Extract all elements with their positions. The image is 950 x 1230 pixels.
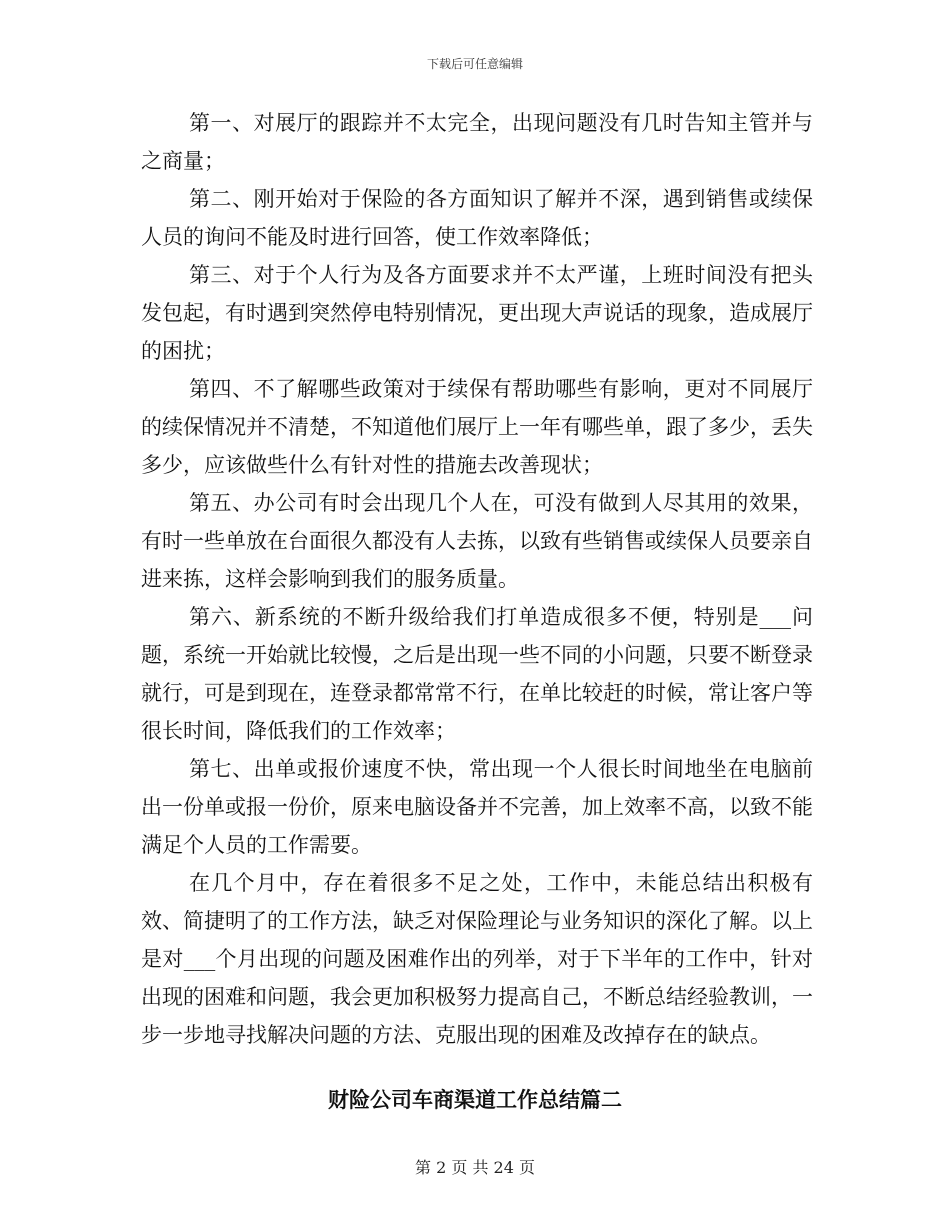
page-footer: 第 2 页 共 24 页 <box>415 1158 535 1177</box>
paragraph-7: 第七、出单或报价速度不快，常出现一个人很长时间地坐在电脑前出一份单或报一份价，原来电脑设备并不完善，加上效率不高，以致不能满足个人员的工作需要。 <box>141 757 813 857</box>
document-body <box>141 104 813 1054</box>
header-note: 下载后可任意编辑 <box>426 57 523 71</box>
section-heading: 财险公司车商渠道工作总结篇二 <box>328 1087 622 1112</box>
paragraph-2: 第二、刚开始对于保险的各方面知识了解并不深，遇到销售或续保人员的询问不能及时进行回答，使工作效率降低； <box>141 187 813 249</box>
paragraph-3: 第三、对于个人行为及各方面要求并不太严谨，上班时间没有把头发包起，有时遇到突然停电特别情况，更出现大声说话的现象，造成展厅的困扰； <box>141 263 813 363</box>
paragraph-5: 第五、办公司有时会出现几个人在，可没有做到人尽其用的效果，有时一些单放在台面很久都没有人去拣，以致有些销售或续保人员要亲自进来拣，这样会影响到我们的服务质量。 <box>141 491 813 591</box>
paragraph-1: 第一、对展厅的跟踪并不太完全，出现问题没有几时告知主管并与之商量； <box>141 111 813 173</box>
paragraph-8: 在几个月中，存在着很多不足之处，工作中，未能总结出积极有效、简捷明了的工作方法，缺乏对保险理论与业务知识的深化了解。以上是对___个月出现的问题及困难作出的列举，对于下半年的工作中，针对出现的困难和问题，我会更加积极努力提高自己，不断总结经验教训，一步一步地寻找解决问题的方法、克服出现的困难及改掉存在的缺点。 <box>141 871 813 1047</box>
paragraph-4: 第四、不了解哪些政策对于续保有帮助哪些有影响，更对不同展厅的续保情况并不清楚，不知道他们展厅上一年有哪些单，跟了多少，丢失多少，应该做些什么有针对性的措施去改善现状； <box>141 377 813 477</box>
paragraph-6: 第六、新系统的不断升级给我们打单造成很多不便，特别是___问题，系统一开始就比较慢，之后是出现一些不同的小问题，只要不断登录就行，可是到现在，连登录都常常不行，在单比较赶的时候，常让客户等很长时间，降低我们的工作效率； <box>141 605 813 743</box>
